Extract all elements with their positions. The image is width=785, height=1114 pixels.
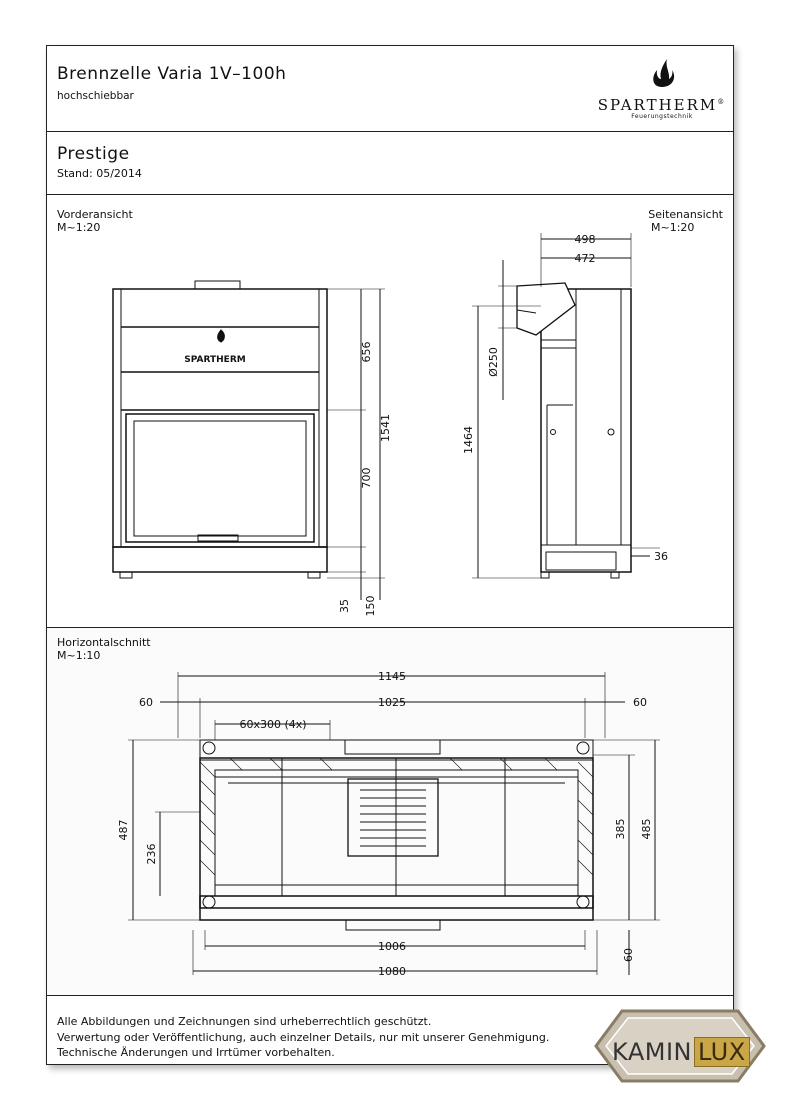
footer-line-2: Verwertung oder Veröffentlichung, auch einzelner Details, nur mit unserer Genehmigung. [57,1030,550,1044]
dim-656: 656 [360,341,373,363]
dim-1080: 1080 [378,965,406,978]
front-view-label: Vorderansicht [57,208,133,221]
dim-485: 485 [640,818,653,840]
series-name: Prestige [57,144,130,164]
footer-line-3: Technische Änderungen und Irrtümer vorbehalten. [57,1046,335,1059]
dim-700: 700 [360,467,373,489]
dim-60-right: 60 [633,696,647,709]
registered-mark: ® [717,98,727,106]
section-view-drawing [128,672,660,975]
stamp-text-lux: LUX [694,1037,750,1067]
front-view-scale: M~1:20 [57,221,101,234]
dim-498: 498 [574,233,596,246]
footer-line-1: Alle Abbildungen und Zeichnungen sind urheberrechtlich geschützt. [57,1015,432,1028]
dim-60-left: 60 [139,696,153,709]
dim-36: 36 [654,550,668,563]
front-view-drawing [113,281,385,600]
dim-1541: 1541 [379,414,392,442]
brand-name: SPARTHERM [597,96,718,114]
stamp-text-kamin: KAMIN [612,1038,692,1066]
dim-150: 150 [364,595,377,617]
kaminlux-stamp [592,1005,768,1087]
dim-1464: 1464 [462,426,475,454]
dim-flue-diameter: Ø250 [487,347,500,377]
product-title: Brennzelle Varia 1V–100h [57,64,287,84]
dim-236: 236 [145,843,158,865]
dim-1145: 1145 [378,670,406,683]
section-view-label: Horizontalschnitt [57,636,151,649]
dim-487: 487 [117,819,130,841]
dim-1025: 1025 [378,696,406,709]
dim-1006: 1006 [378,940,406,953]
dim-vents: 60x300 (4x) [239,718,307,731]
dim-60-front: 60 [622,948,635,962]
product-subtitle: hochschiebbar [57,90,134,102]
brand-tagline: Feuerungstechnik [631,113,693,120]
section-view-scale: M~1:10 [57,649,101,662]
dim-385: 385 [614,818,627,840]
door-brand-text: SPARTHERM [184,355,246,365]
side-view-label: Seitenansicht [648,208,723,221]
revision-date: Stand: 05/2014 [57,167,142,180]
dim-472: 472 [574,252,596,265]
side-view-drawing [472,233,660,578]
dim-35: 35 [338,599,351,613]
side-view-scale: M~1:20 [651,221,695,234]
